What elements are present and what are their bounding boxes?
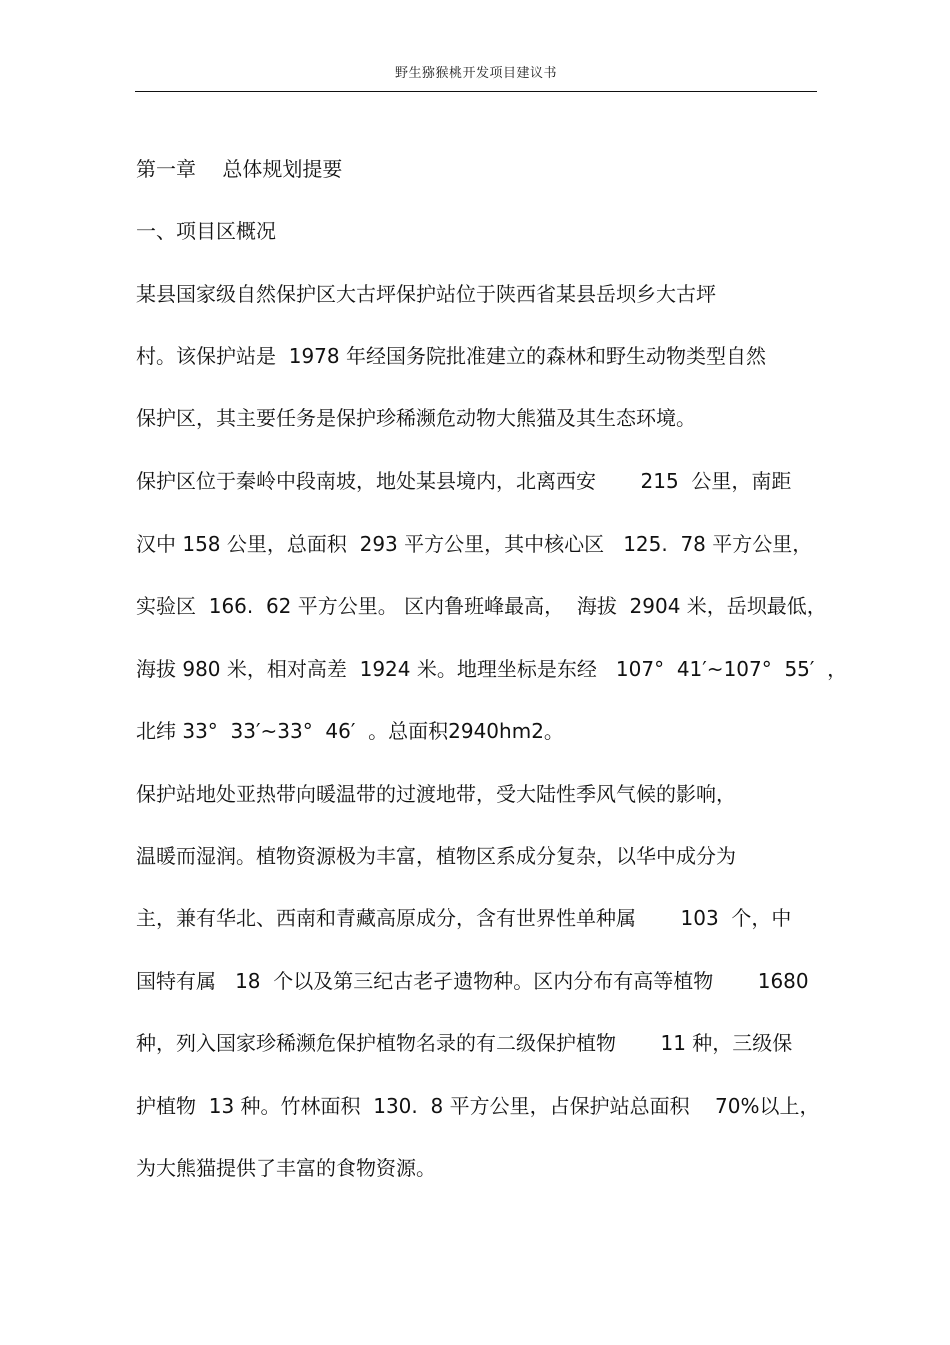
text-line: 为大熊猫提供了丰富的食物资源。	[136, 1156, 436, 1180]
running-header: 野生猕猴桃开发项目建议书	[394, 66, 557, 81]
text-line: 温暖而湿润。植物资源极为丰富，植物区系成分复杂，以华中成分为	[136, 844, 736, 868]
text-line: 护植物 13 种。竹林面积 130. 8 平方公里，占保护站总面积 70%以上，	[136, 1094, 820, 1118]
header-rule	[135, 91, 817, 92]
text-line: 保护区，其主要任务是保护珍稀濒危动物大熊猫及其生态环境。	[136, 406, 696, 430]
text-line: 某县国家级自然保护区大古坪保护站位于陕西省某县岳坝乡大古坪	[136, 282, 716, 306]
text-line: 主，兼有华北、西南和青藏高原成分，含有世界性单种属 103 个，中	[136, 906, 792, 930]
text-line: 汉中 158 公里，总面积 293 平方公里，其中核心区 125. 78 平方公里，	[136, 532, 813, 556]
text-line: 实验区 166. 62 平方公里。 区内鲁班峰最高， 海拔 2904 米，岳坝最低，	[136, 594, 827, 618]
text-line: 保护区位于秦岭中段南坡，地处某县境内，北离西安 215 公里，南距	[136, 469, 792, 493]
text-line: 村。该保护站是 1978 年经国务院批准建立的森林和野生动物类型自然	[136, 344, 766, 368]
text-line: 海拔 980 米，相对高差 1924 米。地理坐标是东经 107° 41′~107° 55′ ，	[136, 657, 848, 681]
text-line: 国特有属 18 个以及第三纪古老孑遗物种。区内分布有高等植物 1680	[136, 969, 809, 993]
text-line: 保护站地处亚热带向暖温带的过渡地带，受大陆性季风气候的影响，	[136, 782, 736, 806]
chapter-title: 第一章 总体规划提要	[136, 157, 343, 181]
text-line: 北纬 33° 33′~33° 46′ 。总面积2940hm2。	[136, 719, 564, 743]
text-line: 种，列入国家珍稀濒危保护植物名录的有二级保护植物 11 种，三级保	[136, 1031, 793, 1055]
section-title: 一、项目区概况	[136, 219, 276, 243]
